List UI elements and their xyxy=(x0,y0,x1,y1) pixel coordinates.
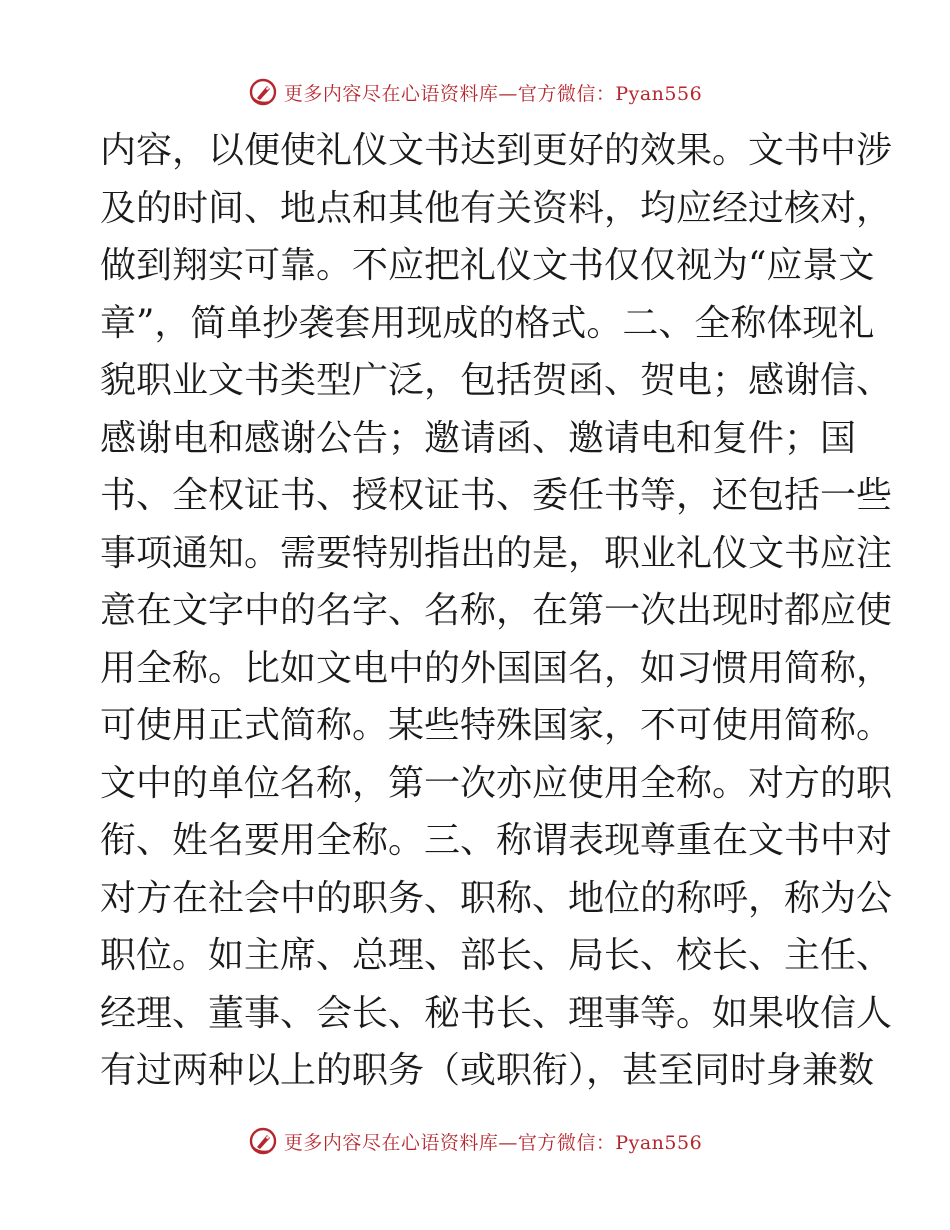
body-line: 文中的单位名称，第一次亦应使用全称。对方的职 xyxy=(100,762,893,804)
footer-banner-text: 更多内容尽在心语资料库—官方微信：Pyan556 xyxy=(283,1131,703,1154)
pen-nib-logo-icon xyxy=(248,77,278,107)
body-line: 意在文字中的名字、名称，在第一次出现时都应使 xyxy=(100,590,893,631)
body-line: 可使用正式简称。某些特殊国家，不可使用简称。 xyxy=(100,705,893,746)
header-banner-text: 更多内容尽在心语资料库—官方微信：Pyan556 xyxy=(283,82,703,105)
body-line: 对方在社会中的职务、职称、地位的称呼，称为公 xyxy=(100,877,893,919)
body-line: 有过两种以上的职务（或职衔），甚至同时身兼数 xyxy=(100,1050,875,1091)
body-line: 做到翔实可靠。不应把礼仪文书仅仅视为“应景文 xyxy=(100,245,875,286)
body-line: 职位。如主席、总理、部长、局长、校长、主任、 xyxy=(100,935,893,976)
footer-banner xyxy=(0,1121,950,1161)
header-banner xyxy=(0,72,950,112)
body-line: 事项通知。需要特别指出的是，职业礼仪文书应注 xyxy=(100,532,893,574)
body-line: 经理、董事、会长、秘书长、理事等。如果收信人 xyxy=(100,992,893,1034)
body-line: 书、全权证书、授权证书、委任书等，还包括一些 xyxy=(100,475,893,516)
body-line: 衔、姓名要用全称。三、称谓表现尊重在文书中对 xyxy=(100,820,893,861)
body-line: 章”，简单抄袭套用现成的格式。二、全称体现礼 xyxy=(100,302,875,344)
body-line: 及的时间、地点和其他有关资料，均应经过核对， xyxy=(100,187,893,229)
body-line: 貌职业文书类型广泛，包括贺函、贺电；感谢信、 xyxy=(100,360,893,401)
body-line: 感谢电和感谢公告；邀请函、邀请电和复件；国 xyxy=(100,417,857,459)
body-line: 内容，以便使礼仪文书达到更好的效果。文书中涉 xyxy=(100,130,893,171)
body-line: 用全称。比如文电中的外国国名，如习惯用简称， xyxy=(100,647,893,689)
pen-nib-logo-icon xyxy=(248,1126,278,1156)
document-body xyxy=(100,122,893,1100)
